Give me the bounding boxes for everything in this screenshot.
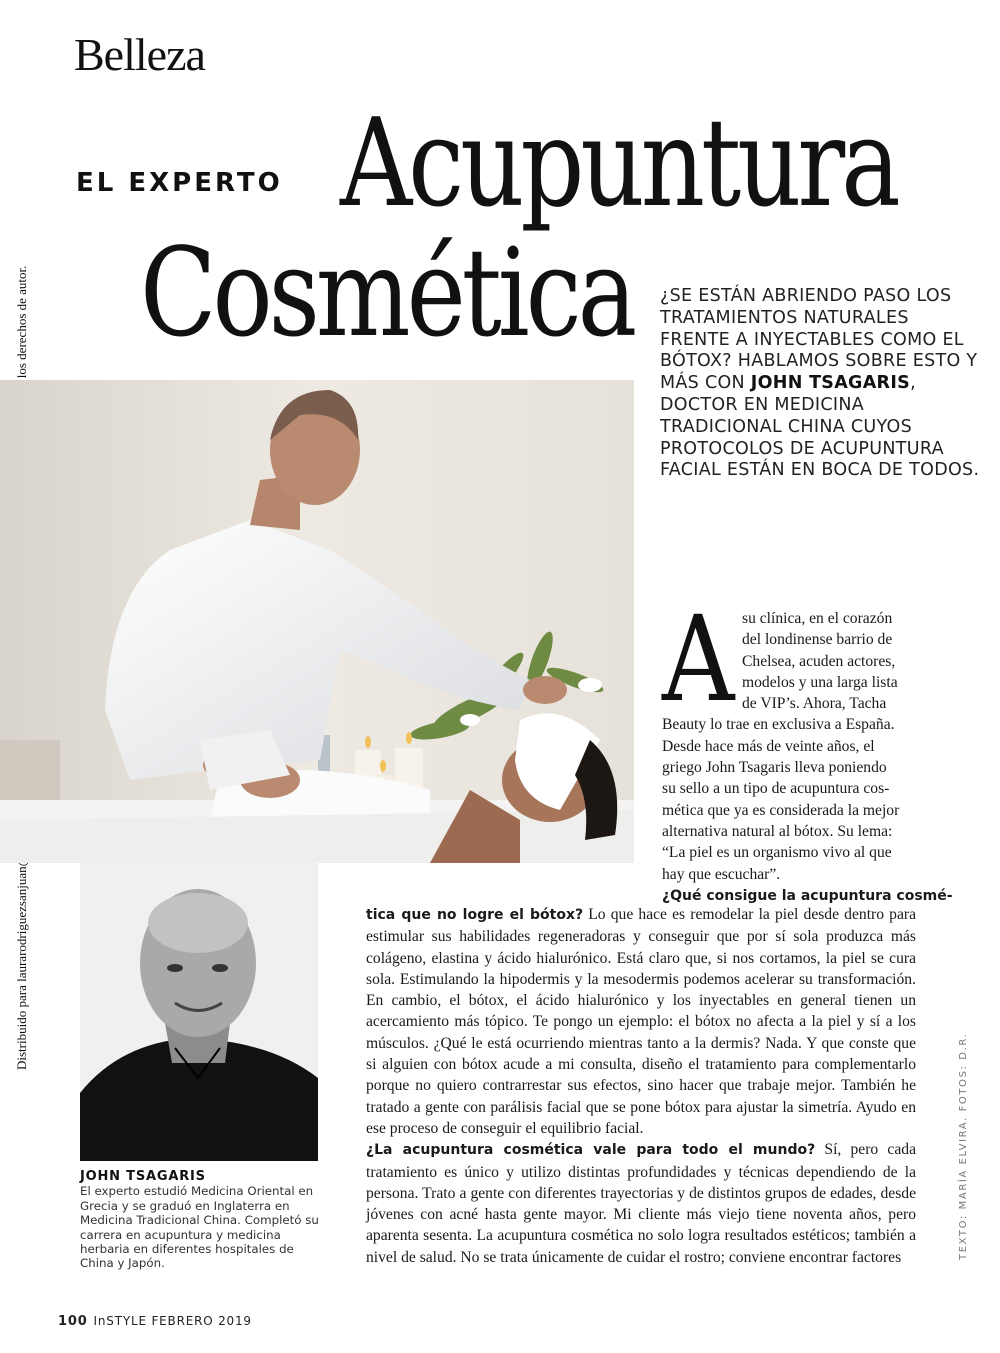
- article-line: mética que ya es considerada la mejor: [662, 801, 900, 819]
- lede-text-after: , DOCTOR EN MEDICINA TRADICIONAL CHINA CUYOS PROTOCOLOS DE ACUPUNTURA FACIAL ESTÁN EN BOCA DE TODOS.: [660, 373, 980, 481]
- answer-2: Sí, pero cada tratamiento es único y utilizo distintas profundidades y técnicas dependiendo de la persona. Trato a gente con diferentes trayectorias y de distintos grupos de edades, desde jóvenes con acné hasta gente mayor. Mi cliente más viejo tiene noventa años, pero aparenta sesenta. La acupuntura cosmética no solo logra resultados estéticos; también a nivel de salud. No se trata únicamente de cuidar el rostro; conviene encontrar factores: [366, 1141, 916, 1266]
- section-title: Belleza: [74, 29, 205, 80]
- page-footer: [58, 1314, 252, 1329]
- caption-name: JOHN TSAGARIS: [80, 1169, 206, 1184]
- portrait-photo: [80, 863, 318, 1161]
- portrait-illustration: [80, 863, 318, 1161]
- lede-name: JOHN TSAGARIS: [750, 373, 911, 394]
- page-number: 100: [58, 1314, 88, 1329]
- question-1-end: tica que no logre el bótox?: [366, 907, 584, 923]
- article-body-column: [366, 904, 916, 1268]
- article-line: griego John Tsagaris lleva poniendo: [662, 759, 887, 777]
- headline-line-1: Acupuntura: [340, 92, 897, 234]
- article-line: de VIP’s. Ahora, Tacha: [742, 695, 887, 713]
- lede: [660, 286, 980, 482]
- headline-line-2: Cosmética: [140, 222, 634, 364]
- article-line: “La piel es un organismo vivo al que: [662, 844, 892, 862]
- article-line: su clínica, en el corazón: [742, 610, 893, 627]
- article-line: su sello a un tipo de acupuntura cos-: [662, 780, 890, 798]
- lede-text-before: ¿SE ESTÁN ABRIENDO PASO LOS TRATAMIENTOS NATURALES FRENTE A INYECTABLES COMO EL BÓTOX? HABLAMOS SOBRE ESTO Y MÁS CON: [660, 286, 978, 394]
- magazine-issue: InSTYLE FEBRERO 2019: [93, 1314, 252, 1328]
- answer-1: Lo que hace es remodelar la piel desde dentro para estimular sus habilidades regeneradoras y conseguir que por sí sola produzca más colágeno, elastina y ácido hialurónico. Está claro que, si nos cortamos, la piel se cura sola. Estimulando la hipodermis y la mesodermis podemos acelerar su transformación. En cambio, el bótox, el ácido hialurónico y los inyectables en general tienen un acercamiento más tópico. Te pongo un ejemplo: el bótox no afecta a la piel y sí a los músculos. ¿Qué le está ocurriendo mientras tanto a la dermis? Nada. Y que conste que si alguien con bótox acude a mi consulta, diseño el tratamiento para complementarlo porque no quiero contrarrestar sus efectos, sino hacer que trabaje mejor. También he tratado a gente con parálisis facial que se pone bótox para ajustar la simetría. Ayudo en ese proceso de conseguir el equilibrio facial.: [366, 906, 916, 1137]
- question-2: ¿La acupuntura cosmética vale para todo el mundo?: [366, 1142, 816, 1159]
- kicker: EL EXPERTO: [76, 168, 283, 198]
- question-1-start-text: ¿Qué consigue la acupuntura cosmé-: [662, 887, 953, 904]
- photo-caption: [80, 1170, 320, 1271]
- article-line: hay que escuchar”.: [662, 865, 781, 883]
- treatment-photo-illustration: [0, 380, 634, 863]
- article-line: Beauty lo trae en exclusiva a España.: [662, 716, 895, 734]
- article-line: modelos y una larga lista: [742, 673, 898, 691]
- article-line: Chelsea, acuden actores,: [742, 652, 896, 670]
- treatment-photo: [0, 380, 634, 863]
- article-line: del londinense barrio de: [742, 631, 893, 649]
- photo-credits: TEXTO: MARÍA ELVIRA. FOTOS: D.R.: [958, 1032, 969, 1260]
- article-line: Desde hace más de veinte años, el: [662, 737, 875, 755]
- drop-cap: A: [662, 590, 735, 728]
- article-intro-column: [662, 608, 953, 907]
- article-line: alternativa natural al bótox. Su lema:: [662, 822, 893, 840]
- caption-text: El experto estudió Medicina Oriental en Grecia y se graduó en Inglaterra en Medicina Tradicional China. Completó su carrera en acupuntura y medicina herbaria en diferentes hospitales de China y Japón.: [80, 1184, 319, 1271]
